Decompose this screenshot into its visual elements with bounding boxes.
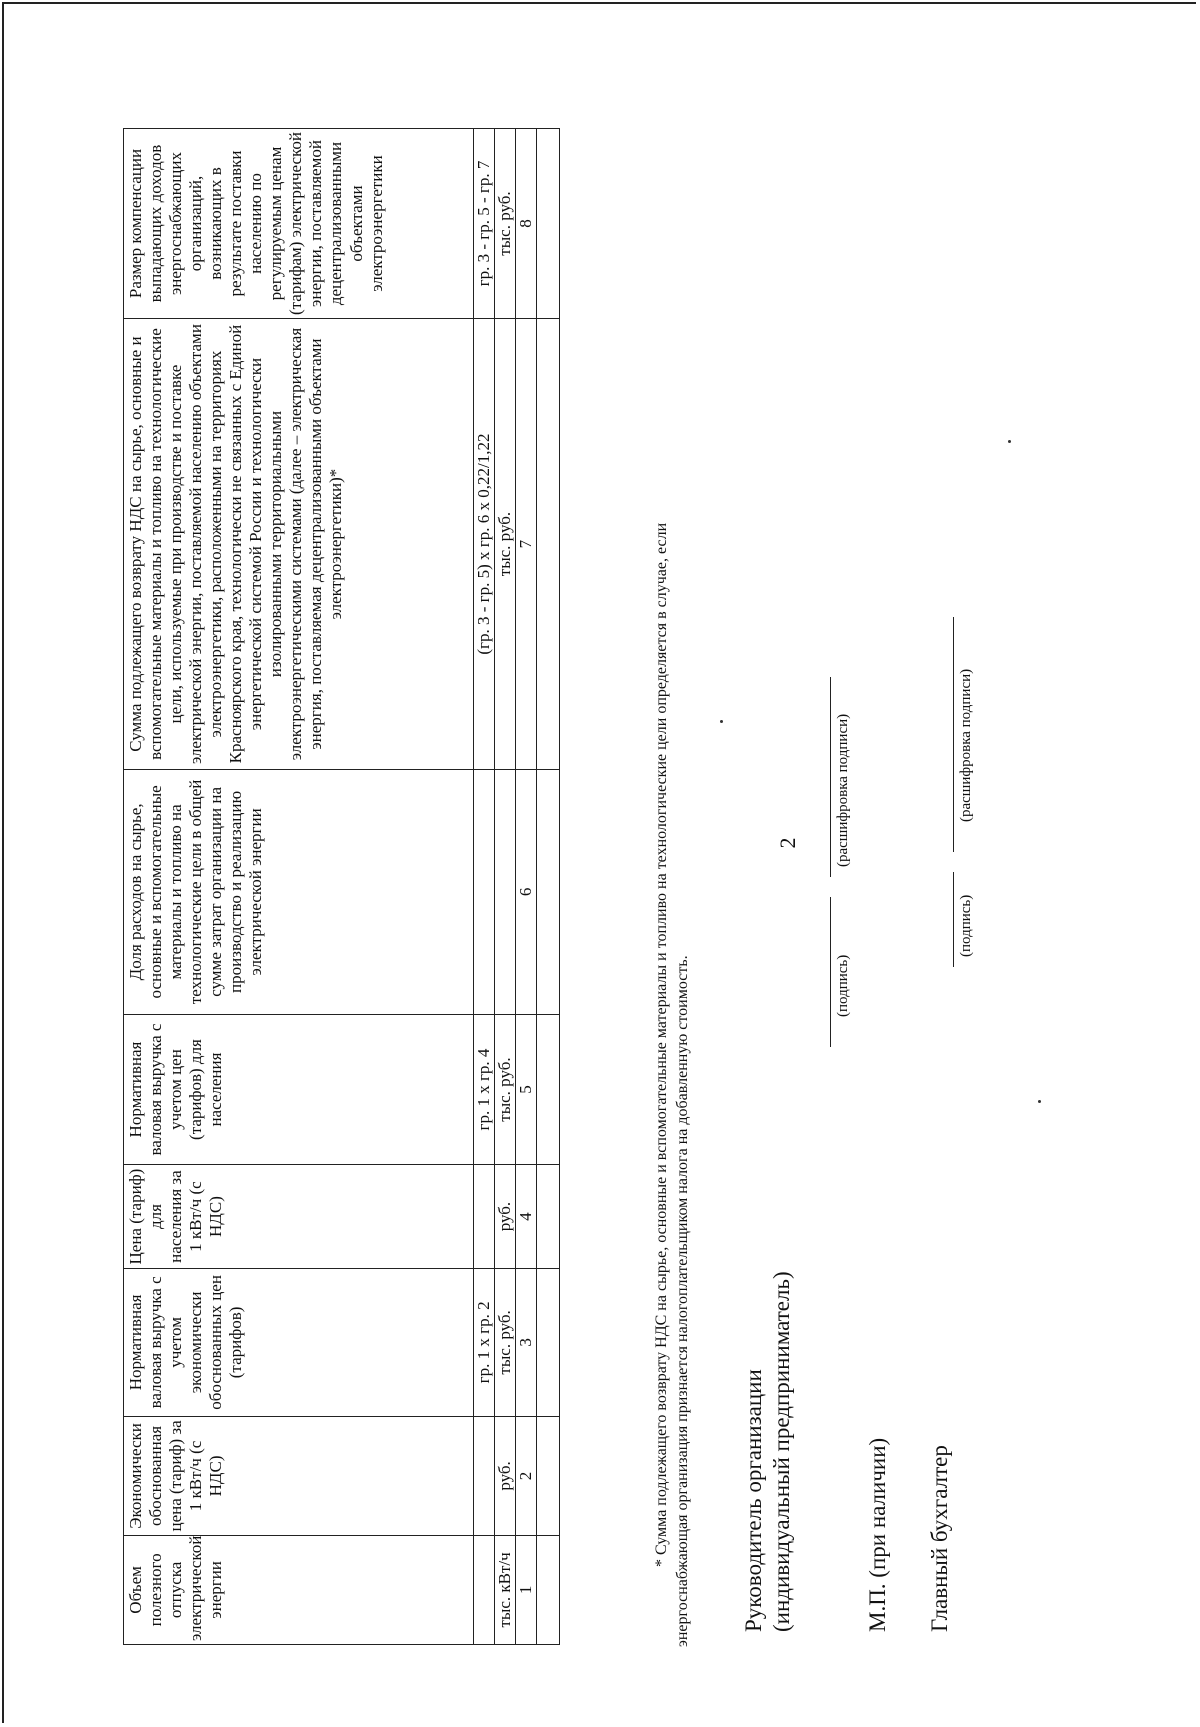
empty-cell bbox=[537, 1268, 560, 1416]
unit-cell: тыс. кВт/ч bbox=[495, 1535, 516, 1644]
unit-cell: тыс. руб. bbox=[495, 1014, 516, 1165]
column-number-row bbox=[516, 129, 537, 1645]
empty-cell bbox=[537, 1417, 560, 1536]
formula-cell: гр. 1 х гр. 4 bbox=[474, 1014, 495, 1165]
header-cell: Цена (тариф) для населения за 1 кВт/ч (с НДС) bbox=[124, 1165, 474, 1268]
scan-speck bbox=[1038, 1100, 1041, 1103]
column-number-cell: 7 bbox=[516, 319, 537, 770]
footnote bbox=[652, 123, 694, 1647]
column-number-cell: 1 bbox=[516, 1535, 537, 1644]
head-signature-line bbox=[830, 897, 831, 1047]
head-title-line2: (индивидуальный предприниматель) bbox=[769, 1271, 794, 1632]
column-number-cell: 5 bbox=[516, 1014, 537, 1165]
accountant-decode-line bbox=[953, 617, 954, 852]
stamp-label: М.П. (при наличии) bbox=[865, 1437, 890, 1632]
head-signature-caption: (подпись) bbox=[835, 954, 851, 1017]
footnote-continuation: энергоснабжающая организация признается налогоплательщиком налога на добавленную стоимость. bbox=[673, 955, 691, 1647]
unit-cell: руб. bbox=[495, 1165, 516, 1268]
unit-cell bbox=[495, 770, 516, 1015]
column-number-cell: 3 bbox=[516, 1268, 537, 1416]
formula-cell: гр. 1 х гр. 2 bbox=[474, 1268, 495, 1416]
accountant-decode-caption: (расшифровка подписи) bbox=[958, 668, 974, 822]
column-number-cell: 2 bbox=[516, 1417, 537, 1536]
formula-cell bbox=[474, 1417, 495, 1536]
empty-cell bbox=[537, 319, 560, 770]
column-number-cell: 8 bbox=[516, 129, 537, 319]
accountant-title: Главный бухгалтер bbox=[927, 1445, 952, 1632]
formula-cell bbox=[474, 1535, 495, 1644]
accountant-signature-line bbox=[953, 872, 954, 967]
formula-cell: гр. 3 - гр. 5 - гр. 7 bbox=[474, 129, 495, 319]
unit-cell: тыс. руб. bbox=[495, 1268, 516, 1416]
head-decode-caption: (расшифровка подписи) bbox=[835, 713, 851, 867]
empty-cell bbox=[537, 1165, 560, 1268]
scan-speck bbox=[1008, 440, 1011, 443]
head-decode-line bbox=[830, 677, 831, 877]
header-row bbox=[124, 129, 474, 1645]
empty-data-row bbox=[537, 129, 560, 1645]
column-number-cell: 6 bbox=[516, 770, 537, 1015]
column-number-cell: 4 bbox=[516, 1165, 537, 1268]
formula-cell bbox=[474, 770, 495, 1015]
header-cell: Сумма подлежащего возврату НДС на сырье, основные и вспомогательные материалы и топливо на технологические цели, используемые при производстве и поставке электрической энергии, поставляемой населению объектами электроэнергетики, расположенными на территориях Красноярского края, технологически не связанных с Единой энергетической системой России и технологически изолированными территориальными электроэнергетическими системами (далее – электрическая энергия, поставляемая децентрализованными объектами электроэнергетики)* bbox=[124, 319, 474, 770]
footnote-lead: * Сумма подлежащего возврату НДС на сырье, основные и вспомогательные материалы и топливо на технологические цели определяется в случае, если bbox=[653, 522, 670, 1567]
unit-row bbox=[495, 129, 516, 1645]
head-title-line1: Руководитель организации bbox=[741, 1369, 766, 1632]
formula-cell bbox=[474, 1165, 495, 1268]
empty-cell bbox=[537, 1535, 560, 1644]
formula-cell: (гр. 3 - гр. 5) х гр. 6 х 0,22/1,22 bbox=[474, 319, 495, 770]
formula-row bbox=[474, 129, 495, 1645]
scan-speck bbox=[720, 720, 723, 723]
header-cell: Объем полезного отпуска электрической энергии bbox=[124, 1535, 474, 1644]
compensation-table bbox=[123, 128, 560, 1645]
unit-cell: руб. bbox=[495, 1417, 516, 1536]
header-cell: Доля расходов на сырье, основные и вспомогательные материалы и топливо на технологические цели в общей сумме затрат организации на производство и реализацию электрической энергии bbox=[124, 770, 474, 1015]
unit-cell: тыс. руб. bbox=[495, 129, 516, 319]
unit-cell: тыс. руб. bbox=[495, 319, 516, 770]
empty-cell bbox=[537, 129, 560, 319]
header-cell: Размер компенсации выпадающих доходов энергоснабжающих организаций, возникающих в результате поставки населению по регулируемым ценам (тарифам) электрической энергии, поставляемой децентрализованными объектами электроэнергетики bbox=[124, 129, 474, 319]
empty-cell bbox=[537, 770, 560, 1015]
header-cell: Нормативная валовая выручка с учетом цен (тарифов) для населения bbox=[124, 1014, 474, 1165]
page-number: 2 bbox=[775, 837, 800, 849]
empty-cell bbox=[537, 1014, 560, 1165]
header-cell: Экономически обоснованная цена (тариф) за 1 кВт/ч (с НДС) bbox=[124, 1417, 474, 1536]
header-cell: Нормативная валовая выручка с учетом экономически обоснованных цен (тарифов) bbox=[124, 1268, 474, 1416]
accountant-signature-caption: (подпись) bbox=[958, 894, 974, 957]
